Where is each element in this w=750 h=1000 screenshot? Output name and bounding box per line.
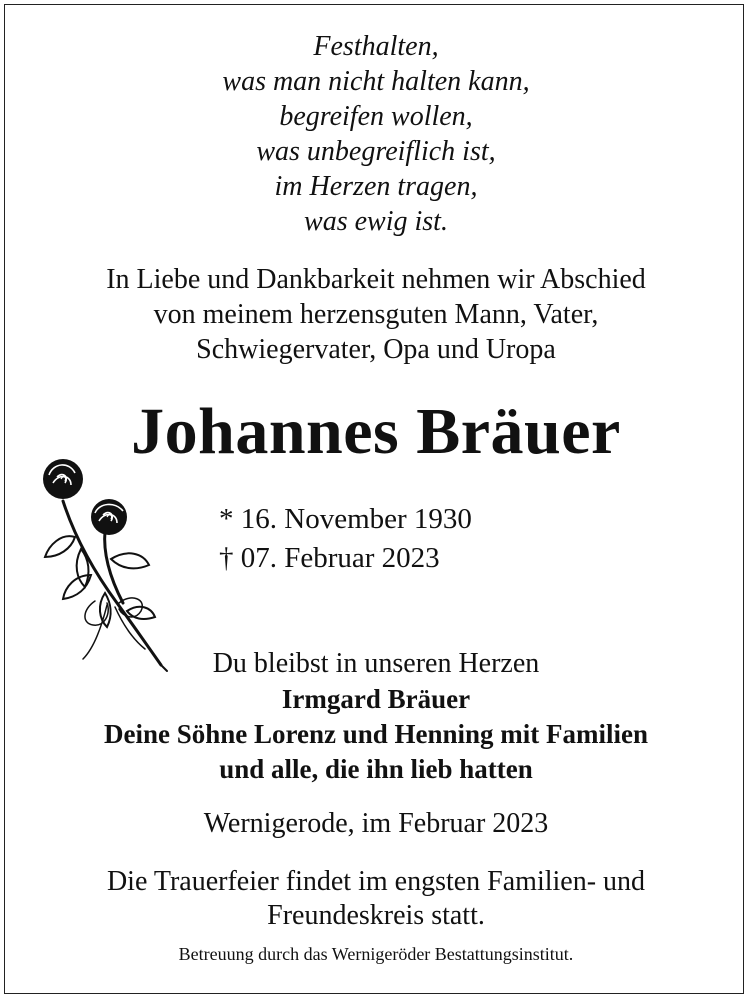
poem-line-6: was ewig ist.	[304, 206, 448, 237]
poem-line-5: im Herzen tragen,	[274, 171, 478, 202]
poem-line-1: Festhalten,	[313, 31, 439, 62]
undertaker-note: Betreuung durch das Wernigeröder Bestattungsinstitut.	[178, 944, 574, 964]
intro-line-1: In Liebe und Dankbarkeit nehmen wir Abschied	[106, 264, 646, 295]
intro-line-2: von meinem herzensguten Mann, Vater,	[153, 299, 599, 330]
mourner-1: Irmgard Bräuer	[281, 684, 471, 714]
place-date: Wernigerode, im Februar 2023	[203, 808, 549, 839]
birth-date: * 16. November 1930	[219, 503, 472, 535]
mourner-2: Deine Söhne Lorenz und Henning mit Familien	[103, 719, 649, 749]
deceased-name: Johannes Bräuer	[131, 395, 621, 468]
funeral-line-1: Die Trauerfeier findet im engsten Familien- und	[106, 866, 646, 897]
obituary-notice	[4, 4, 744, 994]
closing-line: Du bleibst in unseren Herzen	[212, 648, 540, 679]
funeral-line-2: Freundeskreis statt.	[267, 900, 485, 931]
poem-line-3: begreifen wollen,	[279, 101, 473, 132]
poem-line-2: was man nicht halten kann,	[222, 66, 530, 97]
death-date: † 07. Februar 2023	[219, 542, 440, 574]
mourner-3: und alle, die ihn lieb hatten	[219, 754, 533, 784]
poem-line-4: was unbegreiflich ist,	[256, 136, 496, 167]
intro-line-3: Schwiegervater, Opa und Uropa	[196, 334, 556, 365]
